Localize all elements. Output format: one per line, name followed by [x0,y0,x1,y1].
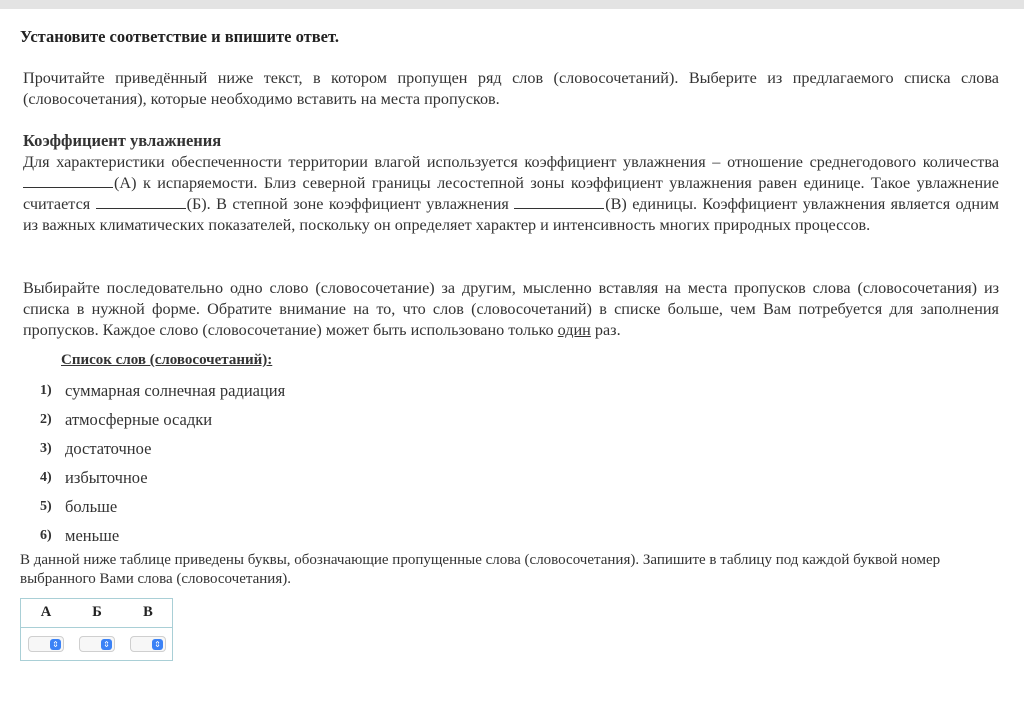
task-title: Установите соответствие и впишите ответ. [20,27,339,46]
instructions-underlined: один [557,321,591,339]
blank-v [514,196,604,209]
list-item-number: 6) [40,527,52,543]
text-part-2: (А) к испаряемости. Близ северной границы лесостепной зоны коэффициент увлажнения равен единице. Такое увлажнение считается [23,174,999,213]
answer-column-a [21,599,71,662]
top-bar [0,0,1024,9]
list-item-text: избыточное [65,467,148,487]
answer-select-b[interactable] [79,636,115,652]
list-item-text: достаточное [65,438,152,458]
text-part-1: Для характеристики обеспеченности территории влагой используется коэффициент увлажнения – отношение среднегодового количества [23,153,999,171]
list-item-number: 1) [40,382,52,398]
updown-chevron-icon: ⇕ [50,639,61,650]
blank-a [23,175,113,188]
answer-table [20,598,173,661]
instructions-paragraph [23,278,999,341]
list-item-number: 3) [40,440,52,456]
answer-header-b: Б [92,604,102,620]
list-item-number: 4) [40,469,52,485]
list-item-text: больше [65,496,118,516]
answer-select-a[interactable] [28,636,64,652]
list-item [40,492,540,521]
list-item-number: 2) [40,411,52,427]
list-item-text: суммарная солнечная радиация [65,380,286,400]
answer-column-b [72,599,122,662]
updown-chevron-icon: ⇕ [101,639,112,650]
list-item-number: 5) [40,498,52,514]
instructions-main: Выбирайте последовательно одно слово (словосочетание) за другим, мысленно вставляя на места пропусков слова (словосочетания) из списка в нужной форме. Обратите внимание на то, что слов (словосочетаний) в списке больше, чем Вам потребуется для заполнения пропусков. Каждое слово (словосочетание) может быть использовано только [23,279,999,339]
blank-b [96,196,186,209]
answer-header-v: В [143,604,153,620]
intro-paragraph: Прочитайте приведённый ниже текст, в котором пропущен ряд слов (словосочетаний). Выберите из предлагаемого списка слова (словосочетания), которые необходимо вставить на места пропусков. [23,69,999,108]
table-instruction: В данной ниже таблице приведены буквы, обозначающие пропущенные слова (словосочетания). Запишите в таблицу под каждой буквой номер выбранного Вами слова (словосочетания). [20,552,941,587]
text-paragraph [23,152,999,236]
updown-chevron-icon: ⇕ [152,639,163,650]
answer-header-a: А [40,604,52,620]
list-item [40,434,540,463]
text-heading: Коэффициент увлажнения [23,131,222,150]
word-list-title: Список слов (словосочетаний): [61,352,273,368]
list-item [40,463,540,492]
table-divider [21,627,172,628]
text-part-4: (В) единицы. Коэффициент увлажнения является одним из важных климатических показателей, поскольку он определяет характер и интенсивность многих природных процессов. [23,195,999,234]
answer-column-v [123,599,173,662]
text-part-3: (Б). В степной зоне коэффициент увлажнения [186,195,515,213]
answer-select-v[interactable] [130,636,166,652]
list-item-text: атмосферные осадки [65,409,213,429]
list-item-text: меньше [65,525,120,545]
instructions-end: раз. [590,321,621,339]
list-item [40,405,540,434]
word-list [40,376,540,550]
list-item [40,376,540,405]
list-item [40,521,540,550]
